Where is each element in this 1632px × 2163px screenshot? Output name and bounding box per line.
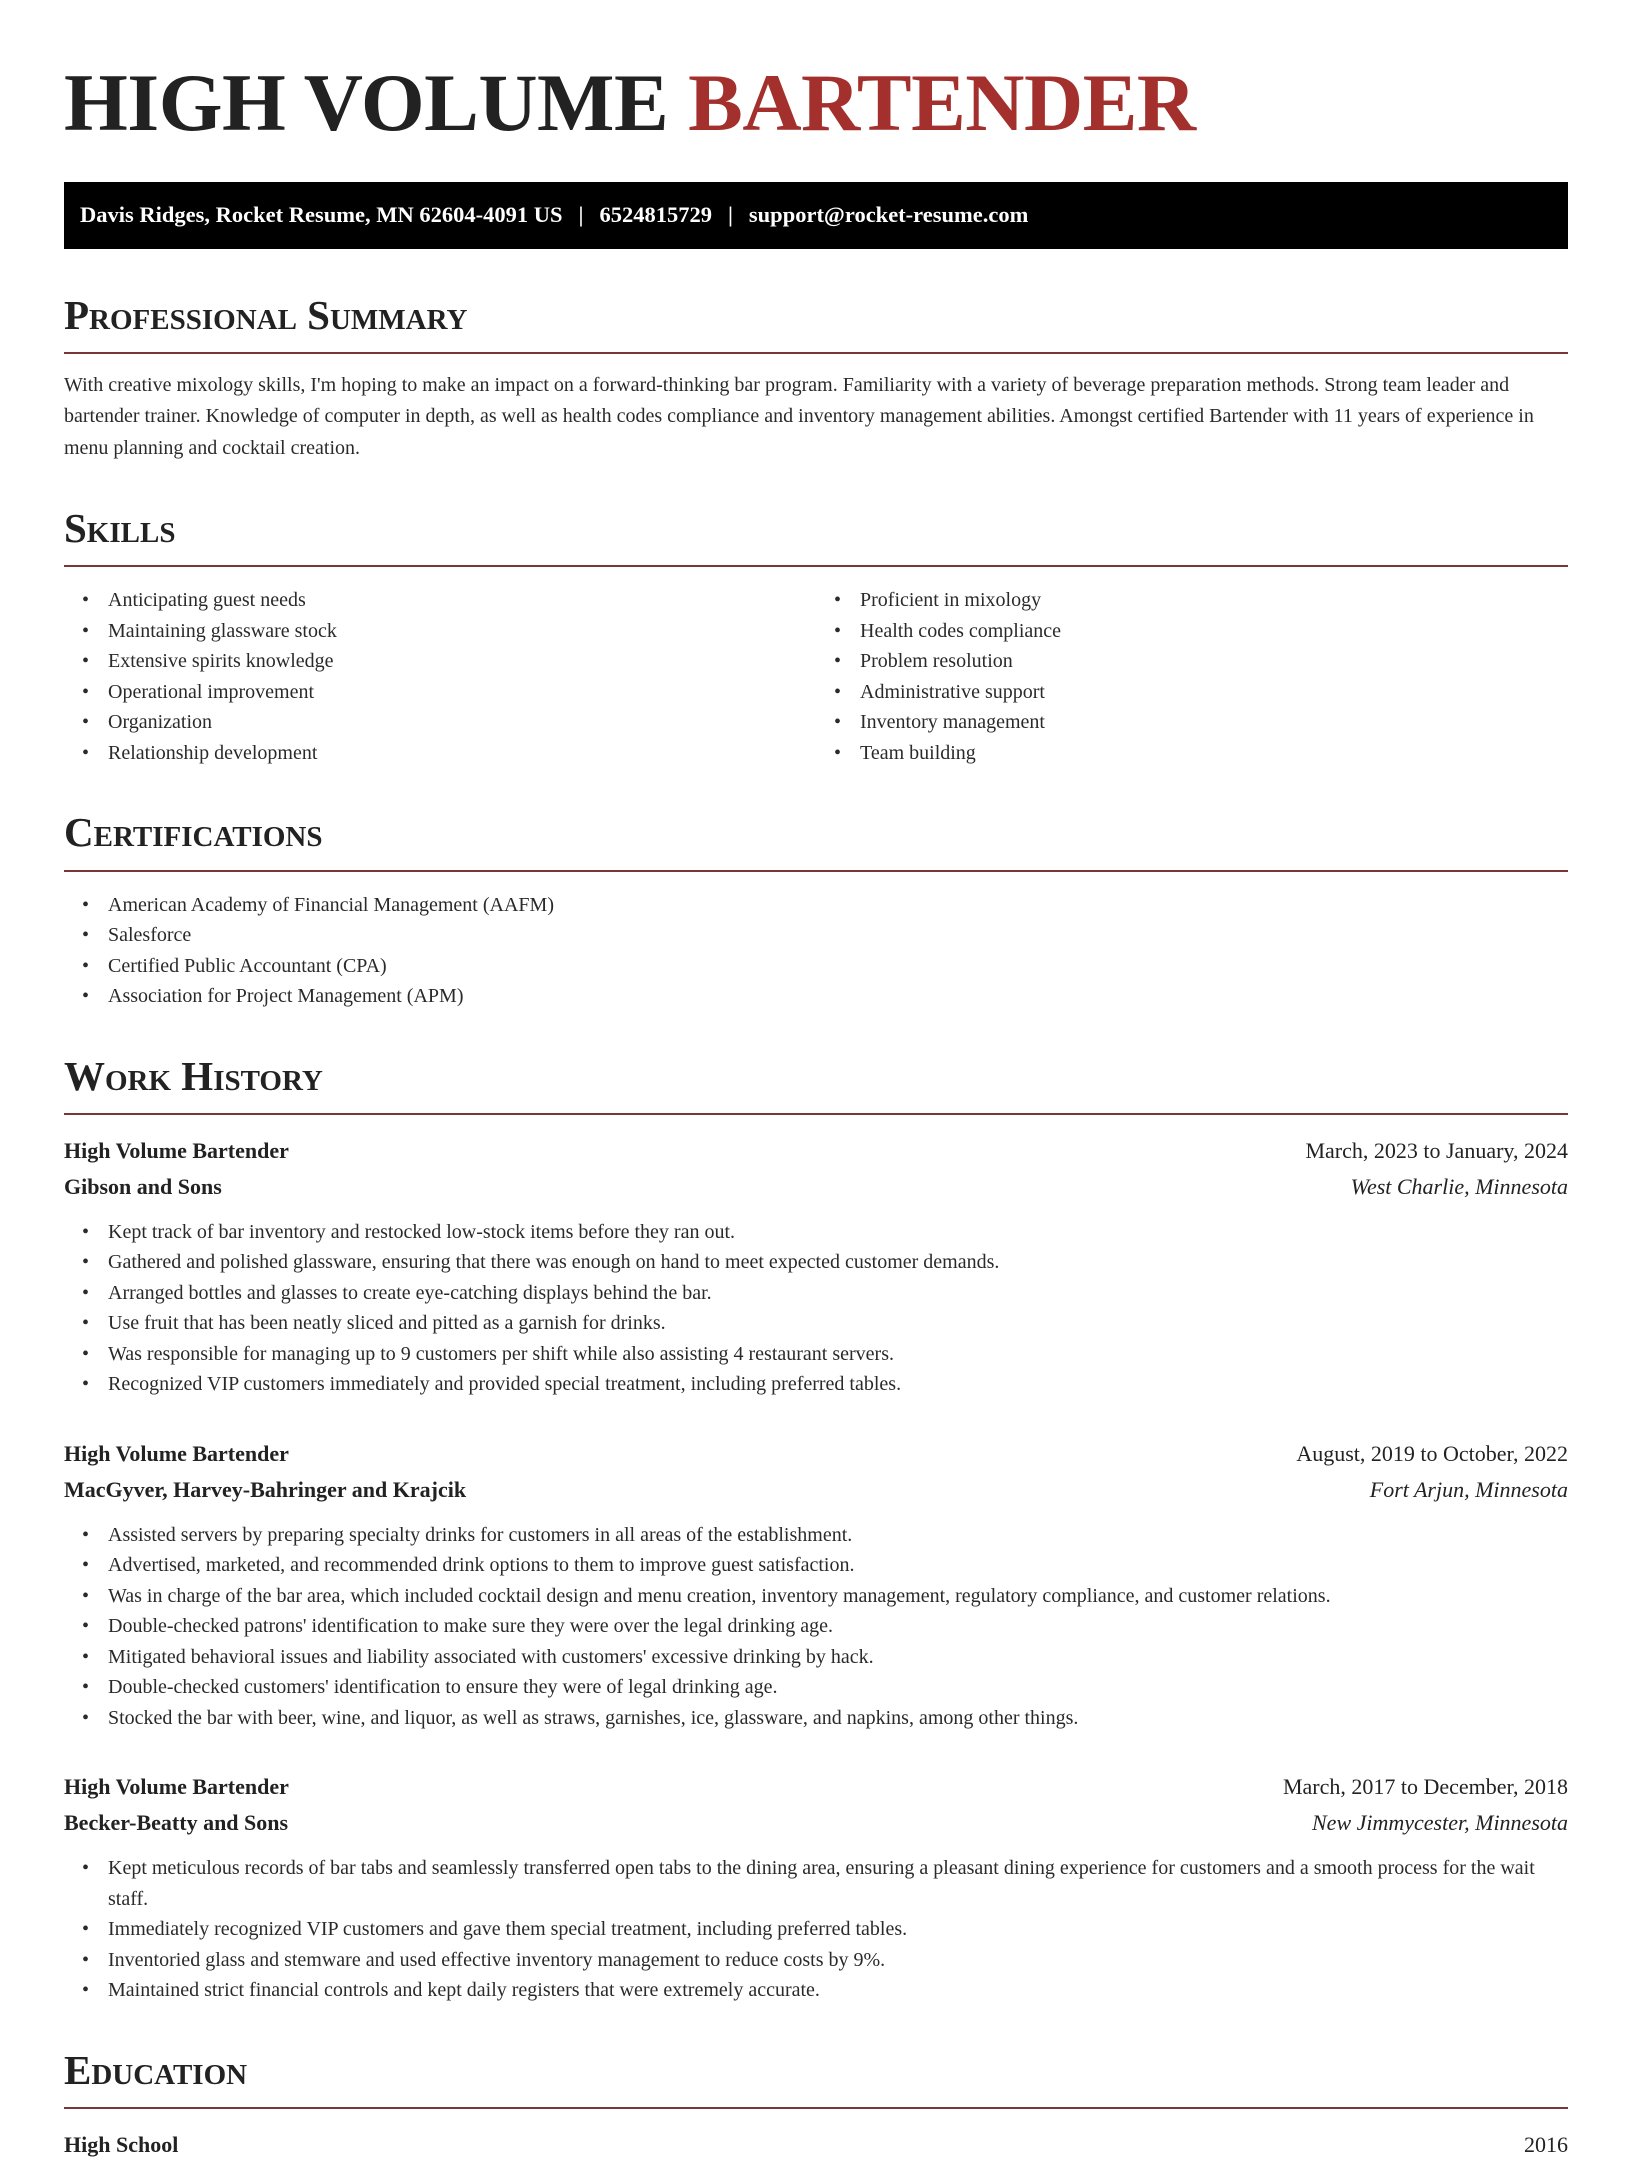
education-year: 2016 bbox=[1524, 2131, 1568, 2157]
job-company: Becker-Beatty and Sons bbox=[64, 1810, 289, 1836]
job-bullet: • Was responsible for managing up to 9 customers per shift while also assisting 4 restaurant servers. bbox=[108, 1339, 1568, 1370]
contact-bar bbox=[64, 182, 1568, 249]
skill-item: • Problem resolution bbox=[860, 646, 1568, 677]
job-bullet: • Arranged bottles and glasses to create eye-catching displays behind the bar. bbox=[108, 1278, 1568, 1309]
job-company-row bbox=[64, 1472, 1568, 1508]
education-entry bbox=[64, 2127, 1568, 2163]
job-dates: August, 2019 to October, 2022 bbox=[1296, 1440, 1568, 1466]
summary-section bbox=[64, 291, 1568, 465]
skill-item: • Administrative support bbox=[860, 677, 1568, 708]
skill-item: • Health codes compliance bbox=[860, 616, 1568, 647]
skill-item: • Extensive spirits knowledge bbox=[108, 646, 816, 677]
job-entry bbox=[64, 1133, 1568, 1400]
education-section bbox=[64, 2046, 1568, 2163]
job-company-row bbox=[64, 1169, 1568, 1205]
job-company: Gibson and Sons bbox=[64, 1173, 222, 1199]
job-entry bbox=[64, 1769, 1568, 2006]
skill-item: • Maintaining glassware stock bbox=[108, 616, 816, 647]
job-header-row bbox=[64, 1133, 1568, 1169]
skills-list-right bbox=[816, 585, 1568, 768]
skill-item: • Relationship development bbox=[108, 738, 816, 769]
job-bullet: • Assisted servers by preparing specialty drinks for customers in all areas of the establishment. bbox=[108, 1520, 1568, 1551]
job-bullet: • Maintained strict financial controls and kept daily registers that were extremely accurate. bbox=[108, 1975, 1568, 2006]
work-history-heading: Work History bbox=[64, 1052, 1568, 1115]
job-company-row bbox=[64, 1805, 1568, 1841]
job-location: West Charlie, Minnesota bbox=[1350, 1173, 1568, 1199]
job-bullets bbox=[64, 1520, 1568, 1734]
certification-item: • Certified Public Accountant (CPA) bbox=[108, 951, 1568, 982]
job-bullets bbox=[64, 1217, 1568, 1400]
job-bullet: • Use fruit that has been neatly sliced and pitted as a garnish for drinks. bbox=[108, 1308, 1568, 1339]
skills-columns bbox=[64, 567, 1568, 768]
contact-phone: 6524815729 bbox=[599, 202, 712, 227]
job-location: Fort Arjun, Minnesota bbox=[1369, 1476, 1568, 1502]
skill-item: • Proficient in mixology bbox=[860, 585, 1568, 616]
skill-item: • Anticipating guest needs bbox=[108, 585, 816, 616]
title-accent: BARTENDER bbox=[688, 57, 1196, 148]
job-bullets bbox=[64, 1853, 1568, 2006]
skills-list-left bbox=[64, 585, 816, 768]
job-location: New Jimmycester, Minnesota bbox=[1312, 1810, 1568, 1836]
job-bullet: • Gathered and polished glassware, ensuring that there was enough on hand to meet expected customer demands. bbox=[108, 1247, 1568, 1278]
job-bullet: • Double-checked customers' identification to ensure they were of legal drinking age. bbox=[108, 1672, 1568, 1703]
skills-heading: Skills bbox=[64, 504, 1568, 567]
job-dates: March, 2017 to December, 2018 bbox=[1282, 1774, 1568, 1800]
job-bullet: • Double-checked patrons' identification to make sure they were over the legal drinking age. bbox=[108, 1611, 1568, 1642]
resume-page bbox=[64, 0, 1568, 2163]
work-history-section bbox=[64, 1052, 1568, 2006]
skills-section bbox=[64, 504, 1568, 768]
contact-separator: | bbox=[727, 202, 733, 227]
education-degree: High School bbox=[64, 2131, 179, 2157]
job-company: MacGyver, Harvey-Bahringer and Krajcik bbox=[64, 1476, 467, 1502]
job-title: High Volume Bartender bbox=[64, 1440, 289, 1466]
education-heading: Education bbox=[64, 2046, 1568, 2109]
job-bullet: • Kept meticulous records of bar tabs and seamlessly transferred open tabs to the dining area, ensuring a pleasant dining experience for customers and a smooth process for the wait staff. bbox=[108, 1853, 1568, 1914]
certification-item: • American Academy of Financial Management (AAFM) bbox=[108, 890, 1568, 921]
job-title: High Volume Bartender bbox=[64, 1774, 289, 1800]
certifications-list bbox=[64, 890, 1568, 1012]
job-title: High Volume Bartender bbox=[64, 1137, 289, 1163]
job-bullet: • Was in charge of the bar area, which included cocktail design and menu creation, inventory management, regulatory compliance, and customer relations. bbox=[108, 1581, 1568, 1612]
skill-item: • Organization bbox=[108, 707, 816, 738]
skill-item: • Operational improvement bbox=[108, 677, 816, 708]
certification-item: • Salesforce bbox=[108, 920, 1568, 951]
job-bullet: • Stocked the bar with beer, wine, and liquor, as well as straws, garnishes, ice, glassware, and napkins, among other things. bbox=[108, 1703, 1568, 1734]
certification-item: • Association for Project Management (APM) bbox=[108, 981, 1568, 1012]
certifications-section bbox=[64, 808, 1568, 1011]
job-bullet: • Mitigated behavioral issues and liability associated with customers' excessive drinking by hack. bbox=[108, 1642, 1568, 1673]
contact-separator: | bbox=[578, 202, 584, 227]
resume-title bbox=[64, 52, 1568, 155]
education-row bbox=[64, 2127, 1568, 2163]
summary-heading: Professional Summary bbox=[64, 291, 1568, 354]
job-bullet: • Immediately recognized VIP customers and gave them special treatment, including preferred tables. bbox=[108, 1914, 1568, 1945]
certifications-heading: Certifications bbox=[64, 808, 1568, 871]
summary-text: With creative mixology skills, I'm hoping to make an impact on a forward-thinking bar program. Familiarity with a variety of beverage preparation methods. Strong team leader and bartender trainer. Knowledge of computer in depth, as well as health codes compliance and inventory management abilities. Amongst certified Bartender with 11 years of experience in menu planning and cocktail creation. bbox=[64, 373, 1534, 459]
title-main: HIGH VOLUME bbox=[64, 57, 669, 148]
job-header-row bbox=[64, 1436, 1568, 1472]
job-bullet: • Recognized VIP customers immediately and provided special treatment, including preferred tables. bbox=[108, 1369, 1568, 1400]
contact-address: Davis Ridges, Rocket Resume, MN 62604-4091 US bbox=[80, 202, 563, 227]
contact-email: support@rocket-resume.com bbox=[748, 202, 1029, 227]
job-bullet: • Kept track of bar inventory and restocked low-stock items before they ran out. bbox=[108, 1217, 1568, 1248]
skill-item: • Inventory management bbox=[860, 707, 1568, 738]
job-header-row bbox=[64, 1769, 1568, 1805]
job-bullet: • Advertised, marketed, and recommended drink options to them to improve guest satisfaction. bbox=[108, 1550, 1568, 1581]
job-dates: March, 2023 to January, 2024 bbox=[1305, 1137, 1568, 1163]
job-bullet: • Inventoried glass and stemware and used effective inventory management to reduce costs by 9%. bbox=[108, 1945, 1568, 1976]
skill-item: • Team building bbox=[860, 738, 1568, 769]
job-entry bbox=[64, 1436, 1568, 1734]
